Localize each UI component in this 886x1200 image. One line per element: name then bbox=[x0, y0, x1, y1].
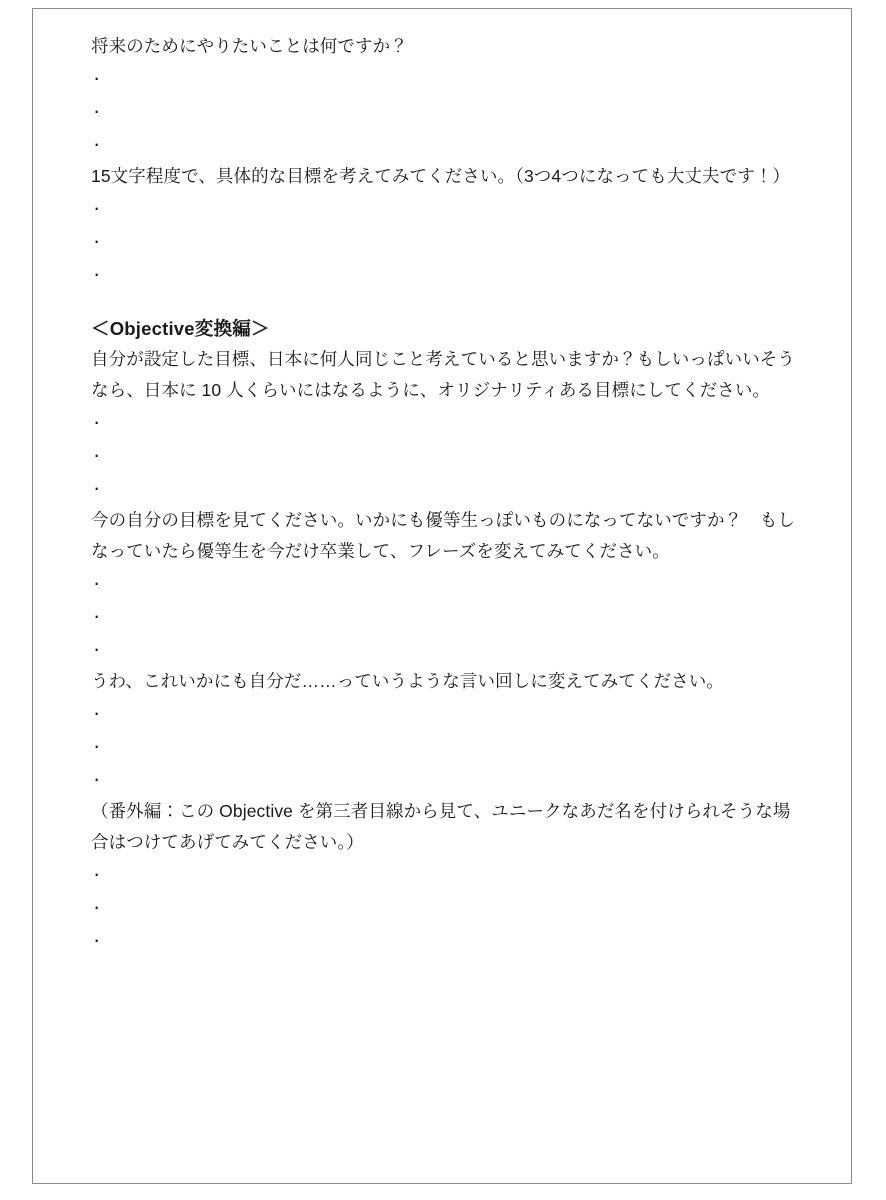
bullet-item bbox=[91, 62, 797, 95]
bullet-item bbox=[91, 192, 797, 225]
bullet-item bbox=[91, 128, 797, 161]
bullet-item bbox=[91, 472, 797, 505]
bullet-item bbox=[91, 730, 797, 763]
bullet-item bbox=[91, 858, 797, 891]
paragraph: 今の自分の目標を見てください。いかにも優等生っぽいものになってないですか？ もしなっていたら優等生を今だけ卒業して、フレーズを変えてみてください。 bbox=[91, 510, 795, 561]
blank-line bbox=[91, 291, 797, 313]
bullet-item bbox=[91, 95, 797, 128]
bullet-item bbox=[91, 891, 797, 924]
bullet-item bbox=[91, 225, 797, 258]
bullet-item bbox=[91, 406, 797, 439]
bullet-item bbox=[91, 567, 797, 600]
paragraph: （番外編：この Objective を第三者目線から見て、ユニークなあだ名を付けられそうな場合はつけてあげてみてください。） bbox=[91, 801, 791, 852]
bullet-item bbox=[91, 633, 797, 666]
paragraph: 将来のためにやりたいことは何ですか？ bbox=[91, 36, 408, 56]
bullet-item bbox=[91, 697, 797, 730]
bullet-item bbox=[91, 258, 797, 291]
bullet-item bbox=[91, 439, 797, 472]
document-page bbox=[32, 8, 852, 1184]
section-heading: ＜Objective変換編＞ bbox=[91, 318, 270, 339]
bullet-item bbox=[91, 763, 797, 796]
bullet-item bbox=[91, 600, 797, 633]
paragraph: 自分が設定した目標、日本に何人同じこと考えていると思いますか？もしいっぱいいそうなら、日本に 10 人くらいにはなるように、オリジナリティある目標にしてください。 bbox=[91, 349, 795, 400]
bullet-item bbox=[91, 924, 797, 957]
paragraph: うわ、これいかにも自分だ……っていうような言い回しに変えてみてください。 bbox=[91, 671, 724, 691]
paragraph: 15文字程度で、具体的な目標を考えてみてください。（3つ4つになっても大丈夫です！） bbox=[91, 166, 791, 186]
document-body bbox=[91, 31, 797, 957]
